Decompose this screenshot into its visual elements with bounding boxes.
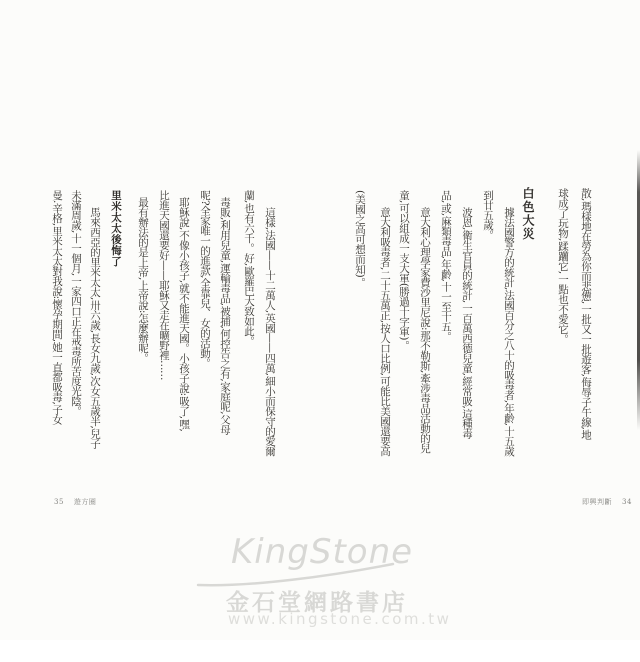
text-column: 品,或,麻類毒品,年齡,十一至十五。 bbox=[440, 190, 452, 342]
text-column: 意大利吸毒者,二十五萬正,按人口比例,可能比美國還要高 bbox=[379, 207, 391, 456]
text-column: 耶穌說,不像小孩子,就不能進天國。小孩子說:吸了,嘿, bbox=[178, 197, 190, 432]
watermark-brand: KingStone bbox=[231, 532, 414, 572]
text-column: 童,可以組成一支大軍(勝過十字軍)。 bbox=[398, 190, 410, 351]
text-column: 蘭,也有六千。好,歐羅巴大致如此。 bbox=[243, 190, 255, 346]
section-heading: 里米太太後悔了 bbox=[110, 190, 122, 267]
text-column: 曼.辛格,里米太太對我說:懷孕期間,她一直都吸毒,子女 bbox=[51, 190, 63, 425]
text-column: 馬來西亞的里米太太,卅六歲,長女九歲,次女五歲半,兒子 bbox=[89, 207, 101, 449]
text-column: 意大利心理學家費沙里尼說:那不勒斯,牽涉毒品活動的兒 bbox=[419, 207, 431, 453]
text-column: 最有辦法的是上帝,上帝說:怎麼辦呢。 bbox=[137, 197, 149, 363]
text-column: 呢?全家唯一的進款,全靠兒、女的活動。 bbox=[199, 190, 211, 368]
text-column: 波恩,衛生官員的統計,一百萬西德兒童,經常吸,這種毒 bbox=[461, 207, 473, 439]
text-column: 據法國警方的統計,法國百分之八十的吸毒者,年齡,十五歲 bbox=[503, 207, 515, 456]
chapter-heading: 白色大災 bbox=[521, 187, 535, 241]
text-column: 這樣,法國——十二萬人,英國——四萬,細小而保守的愛爾 bbox=[264, 207, 276, 456]
text-column: 未滿周歲,十一個月,一家四口正在戒毒所苦度光陰。 bbox=[70, 190, 82, 416]
footer-label-left: 遊方圈 bbox=[73, 498, 97, 506]
page-footer-right bbox=[582, 497, 632, 507]
page-footer-left bbox=[54, 497, 96, 507]
watermark-store-name: 金石堂網路書店 bbox=[226, 590, 408, 616]
text-column: 散,瑪樣地在勞為你而悲憊,一批又一批遊客,侮辱子午線,地 bbox=[580, 188, 592, 440]
text-column: 毒販,利用兒童,運輸毒品,被捕,何控告之有,家庭呢,父母 bbox=[219, 197, 231, 435]
page-number-left: 35 bbox=[54, 498, 64, 506]
watermark-url: www.kingstone.com.tw bbox=[228, 610, 452, 628]
page-number-right: 34 bbox=[622, 498, 632, 506]
footer-label-right: 即興判斷 bbox=[582, 498, 612, 506]
text-column: 球成了玩物,蹂躪它,一點也不愛它。 bbox=[557, 188, 569, 344]
text-column: (美國之高可想而知)。 bbox=[354, 190, 366, 288]
text-column: 比進天國還要好——耶穌又走在曠野裡…… bbox=[158, 190, 170, 380]
text-column: 到廿五歲。 bbox=[482, 190, 494, 240]
